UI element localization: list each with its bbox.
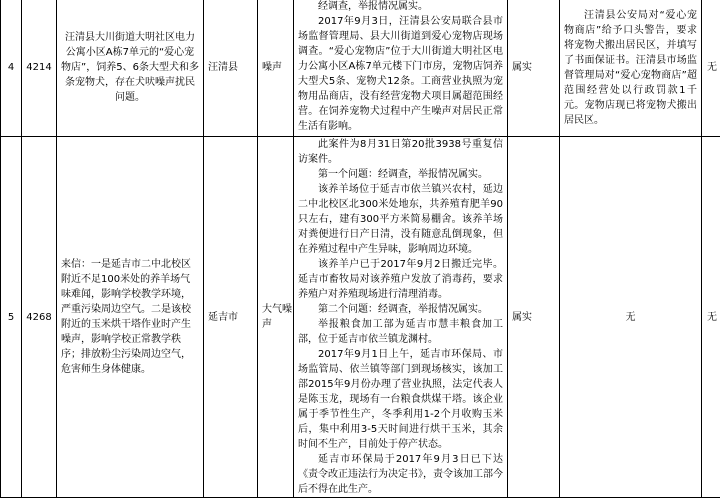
- administrative-area: 汪清县: [204, 0, 258, 137]
- investigation-paragraph: 该养羊场位于延吉市依兰镇兴农村，延边二中北校区北300米处地东，共养殖育肥羊90只左右，建有300平方米简易棚舍。该养羊场对粪便进行日产日清，没有随意乱倒现象，但在养殖过程中产生异味，影响周边环境。: [298, 182, 503, 257]
- verdict: 属实: [508, 137, 560, 498]
- verdict: 属实: [508, 0, 560, 137]
- investigation-paragraph: 举报粮食加工部为延吉市慧丰粮食加工部，位于延吉市依兰镇龙渊村。: [298, 317, 503, 347]
- administrative-area: 延吉市: [204, 137, 258, 498]
- investigation-paragraph: 延吉市环保局于2017年9月3日已下达《责令改正违法行为决定书》，责令该加工部今后不得在此生产。: [298, 452, 503, 497]
- investigation-paragraph: 此案件为8月31日第20批3938号重复信访案件。: [298, 137, 503, 167]
- row-number: 4: [1, 0, 22, 137]
- accountability: 无: [702, 0, 720, 137]
- case-code: 4214: [22, 0, 57, 137]
- row-number: 5: [1, 137, 22, 498]
- investigation-paragraph: 2017年9月1日上午，延吉市环保局、市场监管局、依兰镇等部门到现场核实，该加工部2015年9月份办理了营业执照，法定代表人是陈玉龙，现场有一台粮食烘煤干塔。该企业属于季节性生产，冬季利用1-2个月收购玉米后，集中利用3-5天时间进行烘干玉米，其余时间不生产，目前处于停产状态。: [298, 347, 503, 452]
- handling-result: [560, 0, 702, 137]
- investigation-paragraph: 该养羊户已于2017年9月2日搬迁完毕。延吉市畜牧局对该养殖户发放了消毒药，要求养殖户对养殖现场进行清理消毒。: [298, 257, 503, 302]
- pollution-type: 噪声: [258, 0, 294, 137]
- complaint-content: 来信：一是延吉市二中北校区附近不足100米处的养羊场气味难闻，影响学校教学环境，严重污染周边空气。二是该校附近的玉米烘干塔作业时产生噪声，影响学校正常教学秩序；排放粉尘污染周边空气，危害师生身体健康。: [57, 137, 204, 498]
- pollution-type: 大气噪声: [258, 137, 294, 498]
- case-code: 4268: [22, 137, 57, 498]
- investigation-paragraph: 2017年9月3日，汪清县公安局联合县市场监督管理局、县大川街道到爱心宠物店现场调查。“爱心宠物店”位于大川街道大明社区电力公寓小区A栋7单元楼下门市房，宠物店饲养大型犬5条、宠物犬12条。工商营业执照为宠物用品商店，没有经营宠物犬项目属超范围经营。在饲养宠物犬过程中产生噪声对居民正常生活有影响。: [298, 14, 503, 134]
- table-row: [0, 136, 720, 498]
- complaint-content: 汪清县大川街道大明社区电力公寓小区A栋7单元的“爱心宠物店”，饲养5、6条大型犬和多条宠物犬，存在犬吠噪声扰民问题。: [57, 0, 204, 137]
- investigation-paragraph: 第一个问题：经调查，举报情况属实。: [298, 167, 503, 182]
- investigation-paragraph: 第二个问题：经调查，举报情况属实。: [298, 302, 503, 317]
- table-row: [0, 0, 720, 137]
- investigation-paragraph: 经调查，举报情况属实。: [298, 0, 503, 14]
- accountability: 无: [702, 137, 720, 498]
- handling-result: 无: [560, 137, 702, 498]
- investigation-result: [294, 0, 508, 137]
- handling-paragraph: 汪清县公安局对“爱心宠物商店”给予口头警告，要求将宠物犬搬出居民区，并填写了书面保证书。汪清县市场监督管理局对“爱心宠物商店”超范围经营处以行政罚款1千元。宠物店现已将宠物犬搬出居民区。: [564, 8, 697, 128]
- investigation-result: [294, 137, 508, 498]
